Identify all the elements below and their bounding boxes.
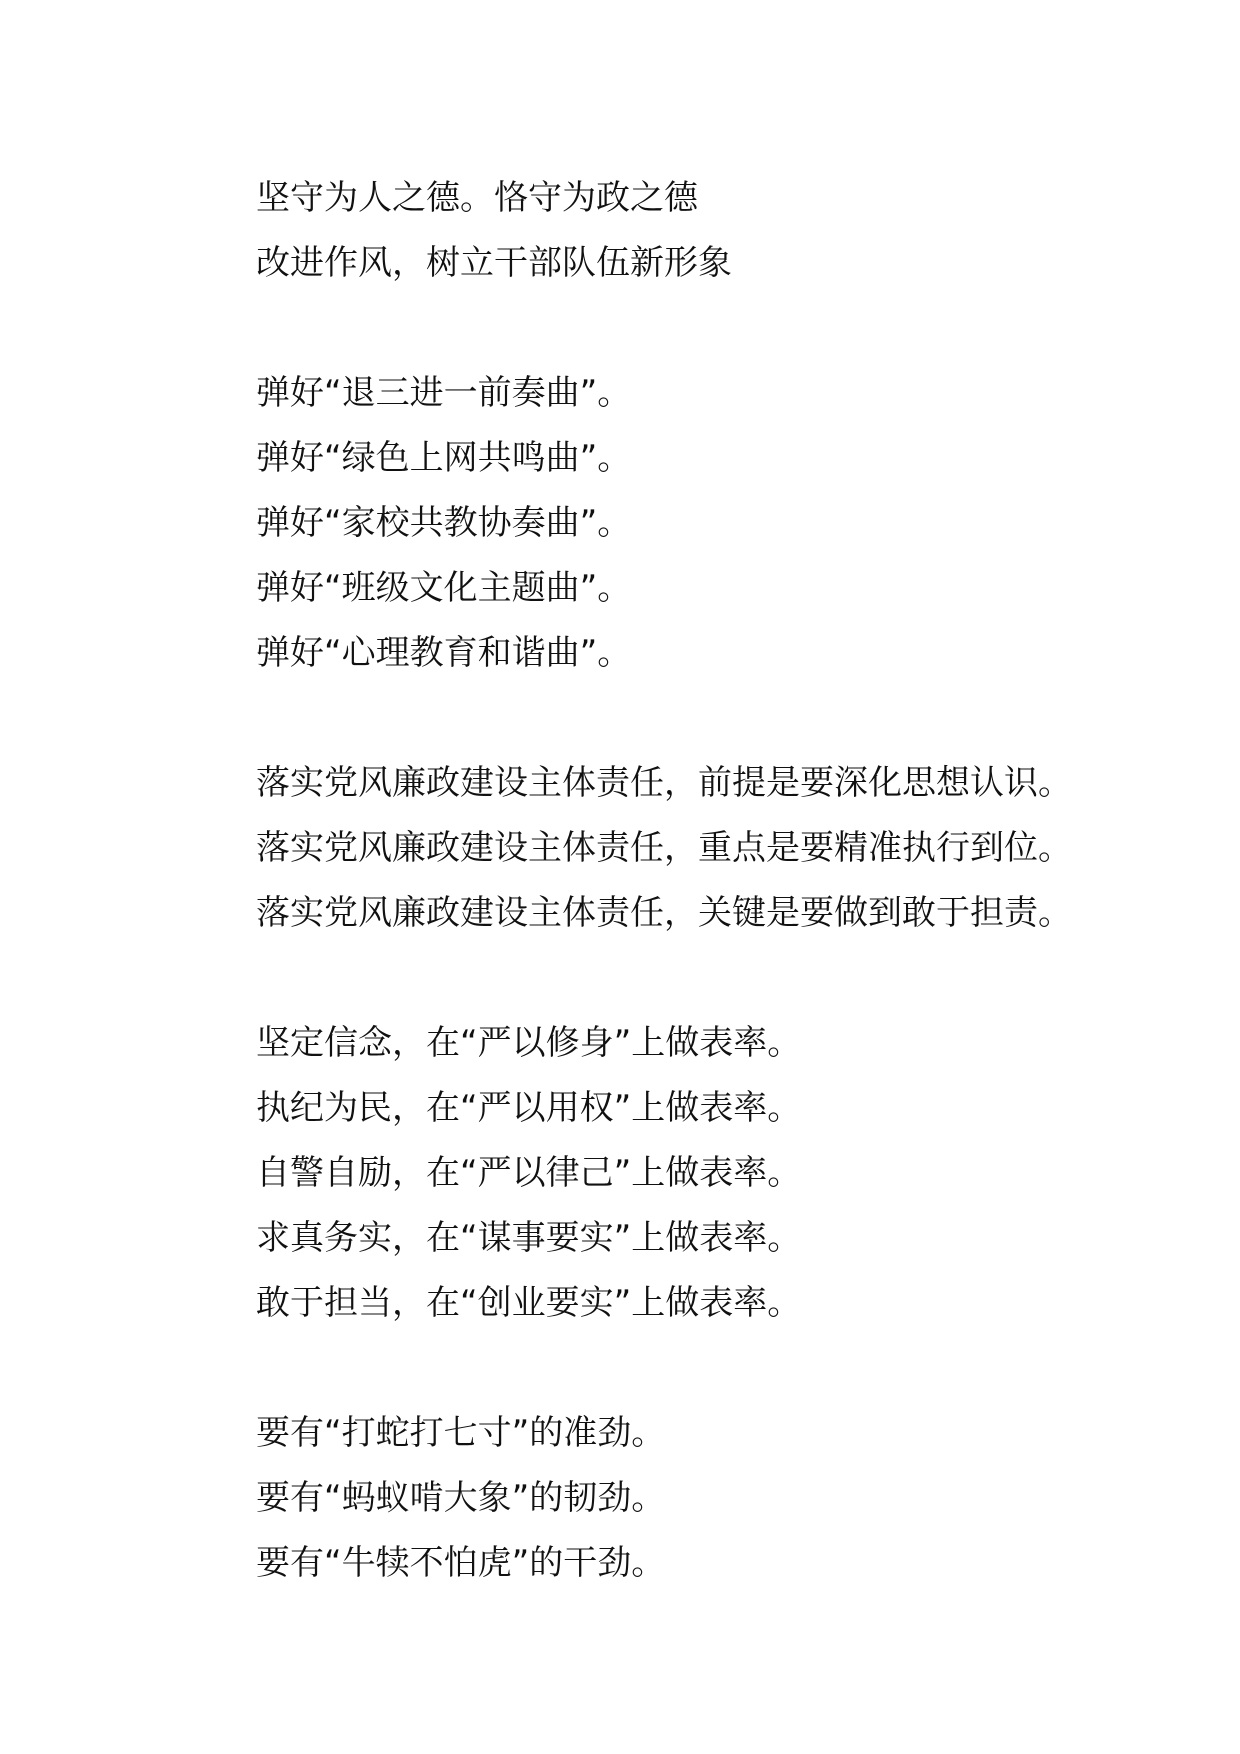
text-line: 弹好“心理教育和谐曲”。 bbox=[256, 633, 632, 673]
text-line: 弹好“退三进一前奏曲”。 bbox=[256, 373, 632, 413]
text-line: 落实党风廉政建设主体责任，重点是要精准执行到位。 bbox=[256, 828, 1072, 868]
section-responsibility bbox=[256, 751, 1156, 946]
text-line: 坚定信念，在“严以修身”上做表率。 bbox=[256, 1023, 802, 1063]
text-line: 弹好“绿色上网共鸣曲”。 bbox=[256, 438, 632, 478]
text-line: 要有“牛犊不怕虎”的干劲。 bbox=[256, 1543, 666, 1583]
document-body bbox=[256, 166, 1156, 1661]
text-line: 落实党风廉政建设主体责任，前提是要深化思想认识。 bbox=[256, 763, 1072, 803]
section-title bbox=[256, 166, 1156, 296]
text-line: 要有“蚂蚁啃大象”的韧劲。 bbox=[256, 1478, 666, 1518]
text-line: 坚守为人之德。恪守为政之德 bbox=[256, 178, 698, 218]
text-line: 自警自励，在“严以律己”上做表率。 bbox=[256, 1153, 802, 1193]
text-line: 落实党风廉政建设主体责任，关键是要做到敢于担责。 bbox=[256, 893, 1072, 933]
text-line: 敢于担当，在“创业要实”上做表率。 bbox=[256, 1283, 802, 1323]
section-energy bbox=[256, 1401, 1156, 1596]
text-line: 求真务实，在“谋事要实”上做表率。 bbox=[256, 1218, 802, 1258]
section-melodies bbox=[256, 361, 1156, 686]
text-line: 弹好“家校共教协奏曲”。 bbox=[256, 503, 632, 543]
section-exemplar bbox=[256, 1011, 1156, 1336]
text-line: 执纪为民，在“严以用权”上做表率。 bbox=[256, 1088, 802, 1128]
text-line: 改进作风，树立干部队伍新形象 bbox=[256, 243, 732, 283]
text-line: 弹好“班级文化主题曲”。 bbox=[256, 568, 632, 608]
text-line: 要有“打蛇打七寸”的准劲。 bbox=[256, 1413, 666, 1453]
